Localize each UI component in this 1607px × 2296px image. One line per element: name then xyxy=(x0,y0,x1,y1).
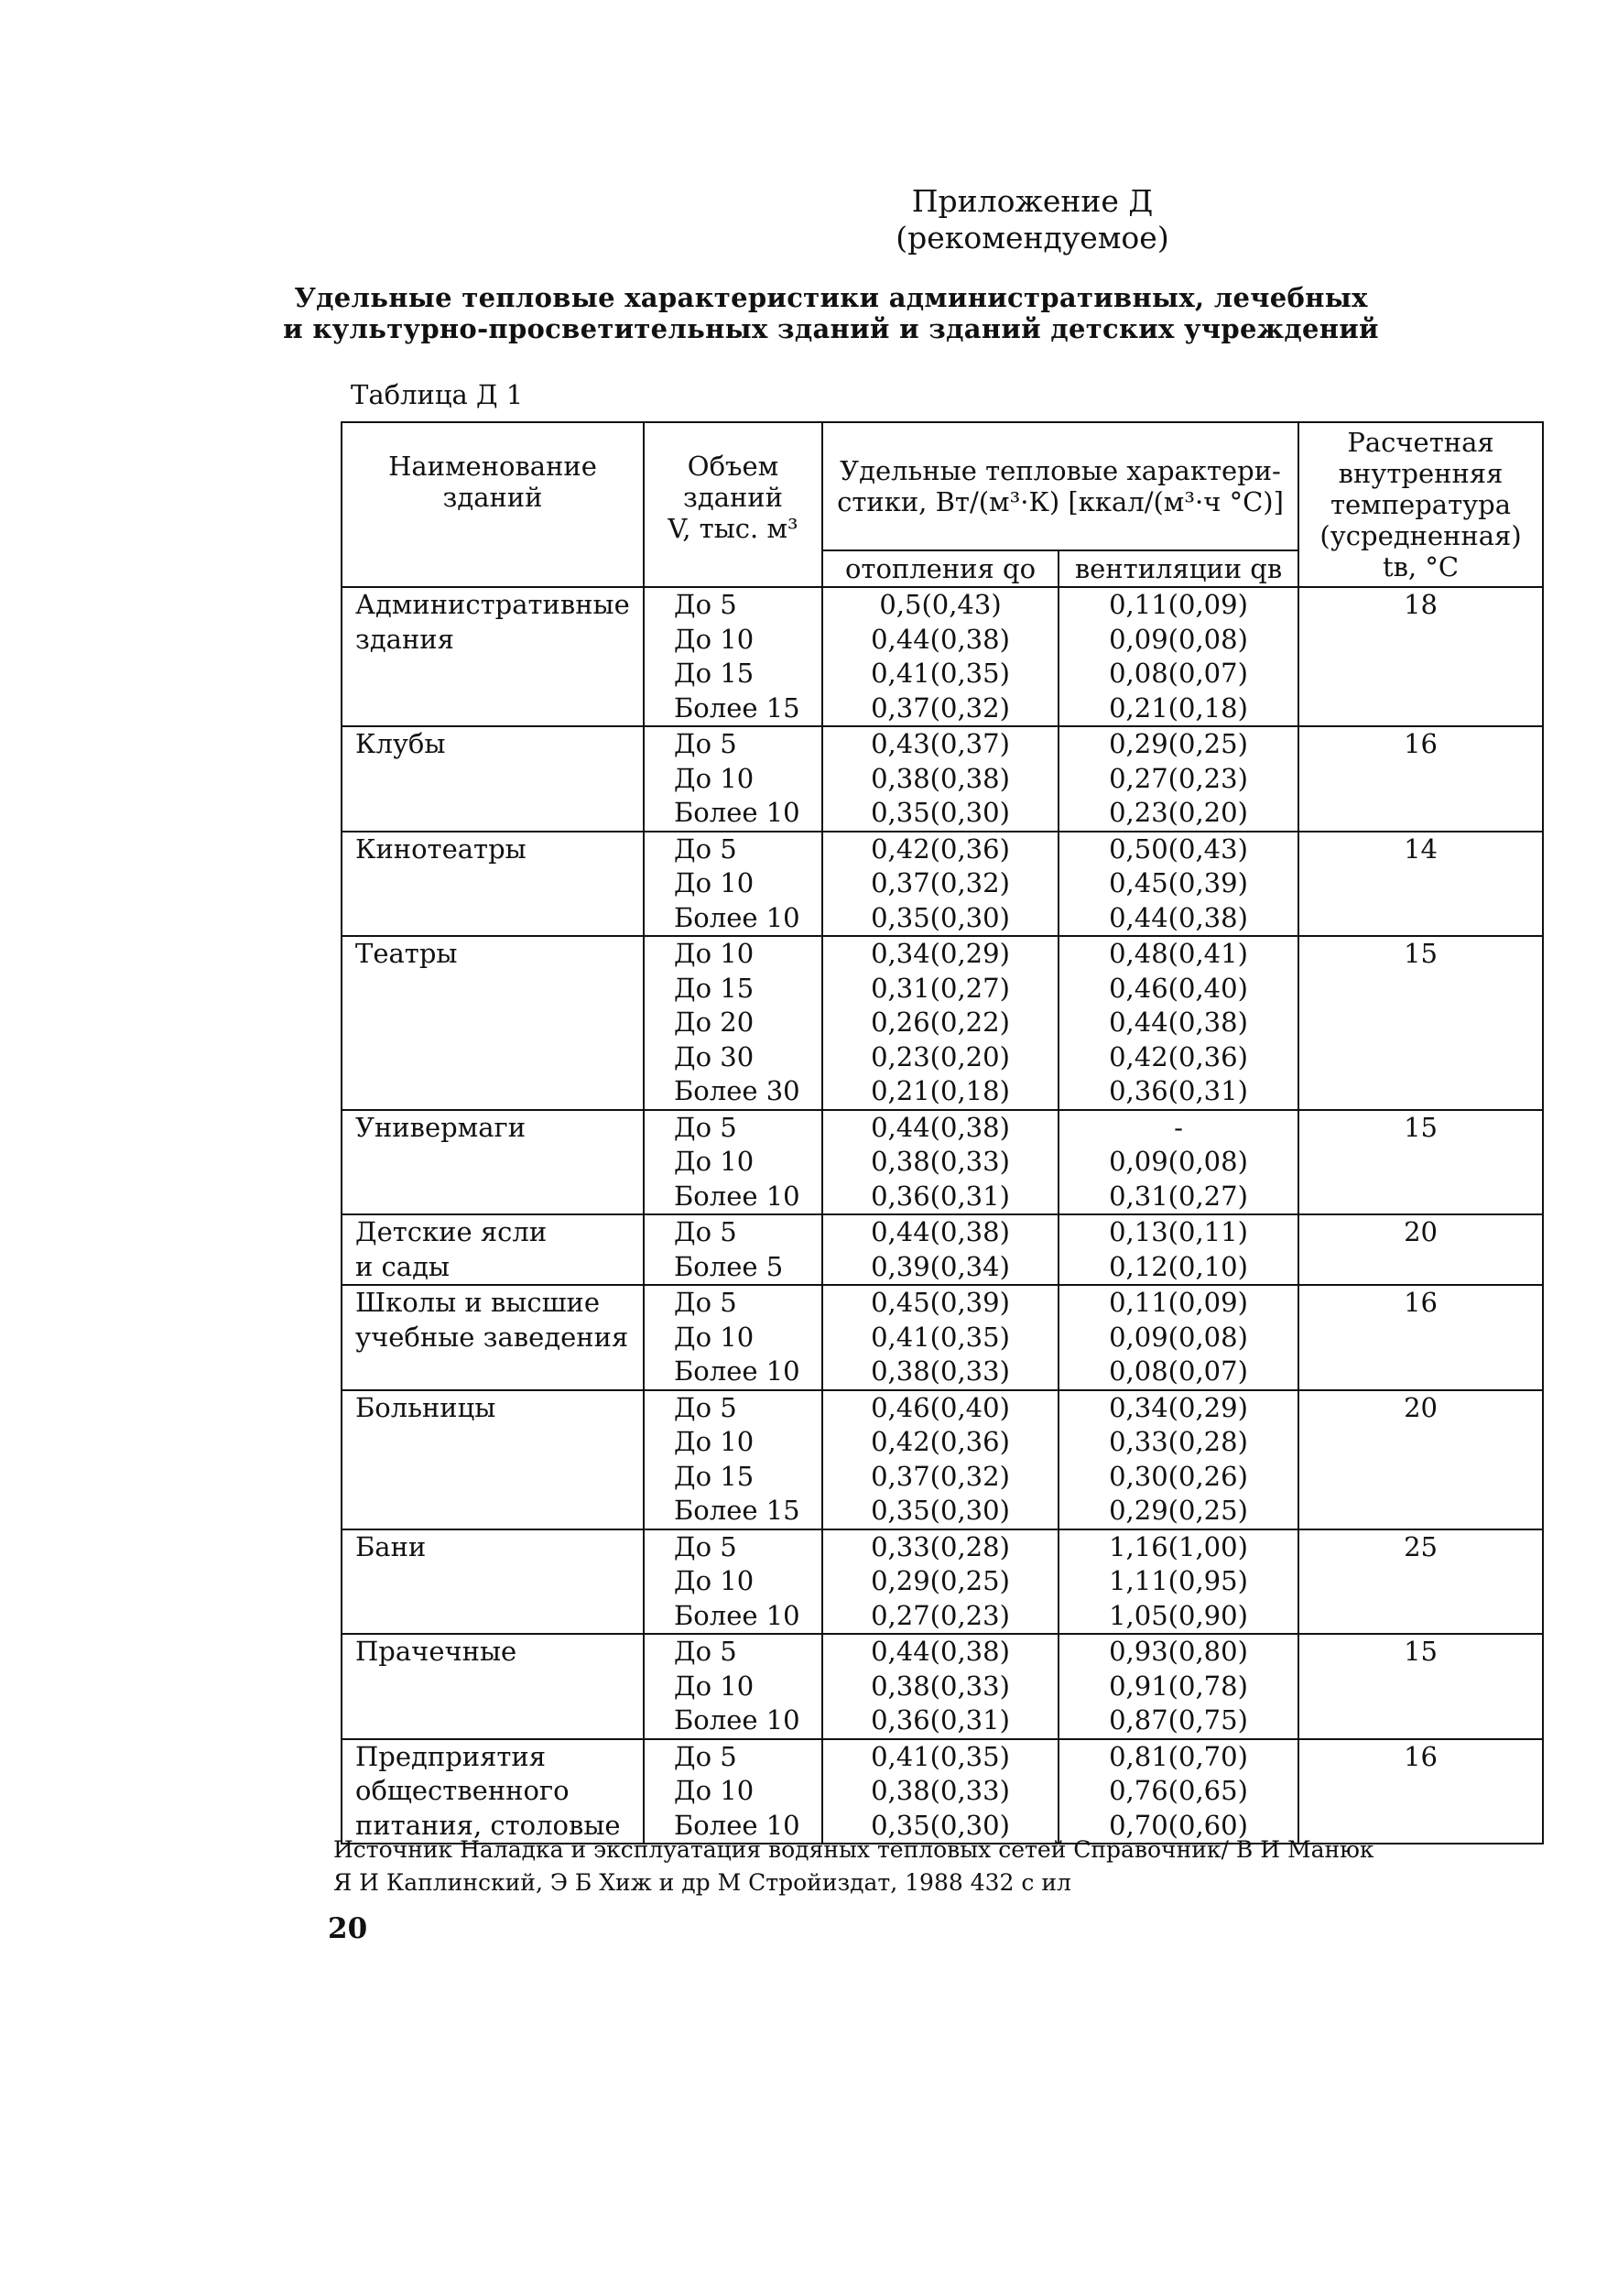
temperature-value: 15 xyxy=(1404,1636,1438,1667)
ventilation-value: 0,11(0,09) xyxy=(1109,589,1248,620)
heating-value: 0,21(0,18) xyxy=(871,1075,1010,1106)
building-name-cell xyxy=(342,1634,644,1739)
header-specific-characteristics xyxy=(822,422,1298,550)
volume-value: До 20 xyxy=(674,1007,755,1038)
heating-value: 0,38(0,33) xyxy=(871,1775,1010,1806)
volume-value: До 5 xyxy=(674,1391,737,1423)
volume-cell xyxy=(644,1110,822,1215)
header-ventilation: вентиляции qв xyxy=(1059,550,1298,587)
volume-value: До 10 xyxy=(674,762,755,794)
temperature-value: 20 xyxy=(1404,1216,1438,1247)
table-row xyxy=(342,726,1543,832)
volume-value: До 5 xyxy=(674,1287,737,1318)
heating-value: 0,27(0,23) xyxy=(871,1599,1010,1631)
header-volume xyxy=(644,422,822,587)
heating-value: 0,41(0,35) xyxy=(871,1740,1010,1772)
building-name-cell xyxy=(342,1285,644,1390)
header-volume-line-2: зданий xyxy=(683,482,783,513)
heating-value: 0,41(0,35) xyxy=(871,1321,1010,1353)
heat-characteristics-table xyxy=(341,421,1544,1844)
table-row xyxy=(342,936,1543,1110)
heating-value: 0,35(0,30) xyxy=(871,1809,1010,1841)
volume-value: До 5 xyxy=(674,1530,737,1562)
heating-value: 0,36(0,31) xyxy=(871,1180,1010,1212)
temperature-value: 25 xyxy=(1404,1530,1438,1562)
building-name-cell xyxy=(342,832,644,937)
header-temp-line-2: внутренняя xyxy=(1338,458,1504,489)
table-row xyxy=(342,1634,1543,1739)
heating-value: 0,38(0,33) xyxy=(871,1670,1010,1702)
volume-cell xyxy=(644,1390,822,1529)
volume-value: Более 15 xyxy=(674,691,800,724)
volume-value: Более 10 xyxy=(674,901,800,933)
volume-value: До 30 xyxy=(674,1040,755,1072)
table-row xyxy=(342,587,1543,726)
source-line-2: Я И Каплинский, Э Б Хиж и др М Стройиздат, 1988 432 с ил xyxy=(333,1869,1071,1896)
volume-value: До 5 xyxy=(674,728,737,759)
header-specific-line-1: Удельные тепловые характери- xyxy=(840,455,1281,486)
ventilation-cell xyxy=(1059,726,1298,832)
volume-value: Более 10 xyxy=(674,1704,800,1736)
ventilation-value: 0,11(0,09) xyxy=(1109,1287,1248,1318)
ventilation-value: 0,70(0,60) xyxy=(1109,1809,1248,1841)
temperature-cell xyxy=(1298,1285,1543,1390)
temperature-value: 15 xyxy=(1404,1111,1438,1143)
ventilation-value: 0,50(0,43) xyxy=(1109,832,1248,865)
volume-cell xyxy=(644,832,822,937)
heating-value: 0,39(0,34) xyxy=(871,1250,1010,1282)
building-name-cell xyxy=(342,1390,644,1529)
volume-cell xyxy=(644,1529,822,1635)
building-name-cell xyxy=(342,936,644,1110)
document-heading-line-1: Удельные тепловые характеристики административных, лечебных xyxy=(294,282,1368,313)
temperature-cell xyxy=(1298,1390,1543,1529)
heating-value: 0,38(0,33) xyxy=(871,1146,1010,1177)
volume-value: До 5 xyxy=(674,832,737,865)
building-name: и сады xyxy=(355,1250,451,1282)
ventilation-cell xyxy=(1059,1739,1298,1844)
volume-value: Более 10 xyxy=(674,1809,800,1841)
table-row xyxy=(342,832,1543,937)
ventilation-value: 0,08(0,07) xyxy=(1109,1355,1248,1387)
ventilation-value: 0,29(0,25) xyxy=(1109,728,1248,759)
building-name: Административные xyxy=(355,589,630,620)
volume-value: Более 30 xyxy=(674,1075,800,1106)
temperature-cell xyxy=(1298,936,1543,1110)
heating-value: 0,31(0,27) xyxy=(871,972,1010,1004)
ventilation-value: 0,27(0,23) xyxy=(1109,762,1248,794)
temperature-value: 16 xyxy=(1404,1287,1438,1318)
heating-value: 0,42(0,36) xyxy=(871,1426,1010,1457)
temperature-cell xyxy=(1298,726,1543,832)
ventilation-cell xyxy=(1059,1214,1298,1285)
ventilation-value: 0,42(0,36) xyxy=(1109,1040,1248,1072)
building-name: Детские ясли xyxy=(355,1216,548,1247)
volume-value: До 10 xyxy=(674,867,755,898)
temperature-value: 16 xyxy=(1404,728,1438,759)
temperature-value: 20 xyxy=(1404,1391,1438,1423)
volume-cell xyxy=(644,587,822,726)
ventilation-value: 0,08(0,07) xyxy=(1109,658,1248,689)
header-volume-line-1: Объем xyxy=(687,451,779,482)
ventilation-value: 0,09(0,08) xyxy=(1109,1321,1248,1353)
temperature-value: 16 xyxy=(1404,1740,1438,1772)
ventilation-cell xyxy=(1059,1285,1298,1390)
ventilation-value: 0,31(0,27) xyxy=(1109,1180,1248,1212)
building-name-cell xyxy=(342,1739,644,1844)
table-row xyxy=(342,1285,1543,1390)
volume-value: До 15 xyxy=(674,658,755,689)
header-temp-line-3: температура xyxy=(1330,489,1512,520)
header-heating: отопления qо xyxy=(822,550,1059,587)
source-note xyxy=(333,1834,1515,1899)
volume-value: До 10 xyxy=(674,938,755,969)
volume-value: До 15 xyxy=(674,972,755,1004)
heating-cell xyxy=(822,1110,1059,1215)
ventilation-value: 0,23(0,20) xyxy=(1109,797,1248,828)
building-name-cell xyxy=(342,726,644,832)
volume-value: Более 10 xyxy=(674,1599,800,1631)
ventilation-cell xyxy=(1059,1390,1298,1529)
header-specific-line-2: стики, Вт/(м³·К) [ккал/(м³·ч °С)] xyxy=(837,486,1284,517)
header-volume-line-3: V, тыс. м³ xyxy=(668,513,798,544)
building-name: Клубы xyxy=(355,728,446,759)
temperature-value: 15 xyxy=(1404,938,1438,969)
ventilation-value: 0,45(0,39) xyxy=(1109,867,1248,898)
volume-cell xyxy=(644,1739,822,1844)
building-name: общественного xyxy=(355,1775,570,1806)
ventilation-value: 0,87(0,75) xyxy=(1109,1704,1248,1736)
heating-cell xyxy=(822,726,1059,832)
ventilation-cell xyxy=(1059,1529,1298,1635)
heating-value: 0,46(0,40) xyxy=(871,1391,1010,1423)
temperature-cell xyxy=(1298,1739,1543,1844)
ventilation-value: 0,30(0,26) xyxy=(1109,1460,1248,1492)
ventilation-value: 0,44(0,38) xyxy=(1109,1007,1248,1038)
header-temp-line-4: (усредненная) xyxy=(1319,520,1522,551)
volume-value: До 10 xyxy=(674,1670,755,1702)
volume-value: Более 10 xyxy=(674,1180,800,1212)
heating-value: 0,44(0,38) xyxy=(871,623,1010,655)
temperature-value: 14 xyxy=(1404,832,1438,865)
ventilation-cell xyxy=(1059,1110,1298,1215)
ventilation-value: 0,91(0,78) xyxy=(1109,1670,1248,1702)
building-name-cell xyxy=(342,1110,644,1215)
heating-value: 0,29(0,25) xyxy=(871,1565,1010,1596)
volume-cell xyxy=(644,936,822,1110)
temperature-cell xyxy=(1298,587,1543,726)
heating-cell xyxy=(822,1285,1059,1390)
building-name: Прачечные xyxy=(355,1636,517,1667)
building-name: Предприятия xyxy=(355,1740,547,1772)
building-name: питания, столовые xyxy=(355,1809,621,1841)
ventilation-value: 0,36(0,31) xyxy=(1109,1075,1248,1106)
ventilation-cell xyxy=(1059,832,1298,937)
ventilation-value: 1,16(1,00) xyxy=(1109,1530,1248,1562)
ventilation-cell xyxy=(1059,1634,1298,1739)
volume-cell xyxy=(644,1634,822,1739)
volume-value: До 5 xyxy=(674,589,737,620)
temperature-cell xyxy=(1298,1214,1543,1285)
ventilation-value: 0,29(0,25) xyxy=(1109,1495,1248,1526)
ventilation-value: 0,44(0,38) xyxy=(1109,901,1248,933)
heating-value: 0,38(0,33) xyxy=(871,1355,1010,1387)
heating-value: 0,35(0,30) xyxy=(871,1495,1010,1526)
ventilation-value: 0,34(0,29) xyxy=(1109,1391,1248,1423)
volume-value: До 10 xyxy=(674,1565,755,1596)
building-name: здания xyxy=(355,623,454,655)
temperature-value: 18 xyxy=(1404,589,1438,620)
heating-value: 0,37(0,32) xyxy=(871,691,1010,724)
header-building-name: Наименование зданий xyxy=(342,422,644,587)
ventilation-value: 0,46(0,40) xyxy=(1109,972,1248,1004)
table-row xyxy=(342,1739,1543,1844)
temperature-cell xyxy=(1298,1529,1543,1635)
heating-value: 0,43(0,37) xyxy=(871,728,1010,759)
heating-value: 0,35(0,30) xyxy=(871,797,1010,828)
heating-cell xyxy=(822,832,1059,937)
volume-value: До 5 xyxy=(674,1216,737,1247)
heating-cell xyxy=(822,1214,1059,1285)
heating-value: 0,23(0,20) xyxy=(871,1040,1010,1072)
ventilation-cell xyxy=(1059,936,1298,1110)
volume-cell xyxy=(644,1214,822,1285)
volume-value: Более 5 xyxy=(674,1250,784,1282)
building-name: Больницы xyxy=(355,1391,496,1423)
volume-value: До 5 xyxy=(674,1636,737,1667)
ventilation-value: 1,11(0,95) xyxy=(1109,1565,1248,1596)
table-body xyxy=(342,587,1543,1844)
heating-value: 0,38(0,38) xyxy=(871,762,1010,794)
source-line-1: Источник Наладка и эксплуатация водяных тепловых сетей Справочник/ В И Манюк xyxy=(333,1836,1374,1863)
heating-cell xyxy=(822,1739,1059,1844)
ventilation-value: 0,09(0,08) xyxy=(1109,623,1248,655)
building-name: Театры xyxy=(355,938,458,969)
heating-cell xyxy=(822,1390,1059,1529)
volume-value: Более 10 xyxy=(674,1355,800,1387)
volume-value: До 10 xyxy=(674,1426,755,1457)
building-name: Бани xyxy=(355,1530,427,1562)
ventilation-value: 0,12(0,10) xyxy=(1109,1250,1248,1282)
heating-value: 0,36(0,31) xyxy=(871,1704,1010,1736)
appendix-title: Приложение Д xyxy=(911,183,1154,219)
building-name-cell xyxy=(342,1529,644,1635)
temperature-cell xyxy=(1298,832,1543,937)
volume-value: До 5 xyxy=(674,1740,737,1772)
heating-value: 0,26(0,22) xyxy=(871,1007,1010,1038)
building-name: Кинотеатры xyxy=(355,832,527,865)
volume-value: До 10 xyxy=(674,1321,755,1353)
heating-value: 0,35(0,30) xyxy=(871,901,1010,933)
ventilation-value: 1,05(0,90) xyxy=(1109,1599,1248,1631)
header-temp-line-1: Расчетная xyxy=(1347,427,1494,458)
heating-value: 0,44(0,38) xyxy=(871,1636,1010,1667)
volume-cell xyxy=(644,726,822,832)
heating-value: 0,33(0,28) xyxy=(871,1530,1010,1562)
heating-value: 0,44(0,38) xyxy=(871,1216,1010,1247)
building-name: Универмаги xyxy=(355,1111,527,1143)
heating-value: 0,45(0,39) xyxy=(871,1287,1010,1318)
table-row xyxy=(342,1110,1543,1215)
table-label: Таблица Д 1 xyxy=(351,379,524,410)
volume-value: До 10 xyxy=(674,1146,755,1177)
temperature-cell xyxy=(1298,1110,1543,1215)
heating-value: 0,37(0,32) xyxy=(871,867,1010,898)
building-name: учебные заведения xyxy=(355,1321,629,1353)
ventilation-value: 0,09(0,08) xyxy=(1109,1146,1248,1177)
table-row xyxy=(342,1529,1543,1635)
heating-cell xyxy=(822,1634,1059,1739)
volume-value: До 15 xyxy=(674,1460,755,1492)
volume-value: До 10 xyxy=(674,623,755,655)
volume-value: Более 10 xyxy=(674,797,800,828)
ventilation-value: - xyxy=(1174,1111,1183,1143)
heating-cell xyxy=(822,936,1059,1110)
volume-value: Более 15 xyxy=(674,1495,800,1526)
heating-value: 0,42(0,36) xyxy=(871,832,1010,865)
ventilation-cell xyxy=(1059,587,1298,726)
heating-value: 0,37(0,32) xyxy=(871,1460,1010,1492)
building-name-cell xyxy=(342,1214,644,1285)
volume-value: До 5 xyxy=(674,1111,737,1143)
heating-value: 0,5(0,43) xyxy=(879,589,1002,620)
page-number: 20 xyxy=(328,1912,368,1945)
ventilation-value: 0,13(0,11) xyxy=(1109,1216,1248,1247)
ventilation-value: 0,93(0,80) xyxy=(1109,1636,1248,1667)
ventilation-value: 0,81(0,70) xyxy=(1109,1740,1248,1772)
heating-cell xyxy=(822,587,1059,726)
heating-cell xyxy=(822,1529,1059,1635)
header-temp-line-5: tв, °С xyxy=(1382,551,1460,582)
document-heading-line-2: и культурно-просветительных зданий и зданий детских учреждений xyxy=(283,313,1379,344)
appendix-subtitle: (рекомендуемое) xyxy=(896,220,1169,256)
ventilation-value: 0,33(0,28) xyxy=(1109,1426,1248,1457)
volume-cell xyxy=(644,1285,822,1390)
heating-value: 0,44(0,38) xyxy=(871,1111,1010,1143)
temperature-cell xyxy=(1298,1634,1543,1739)
table-row xyxy=(342,1390,1543,1529)
heating-value: 0,41(0,35) xyxy=(871,658,1010,689)
ventilation-value: 0,21(0,18) xyxy=(1109,691,1248,724)
header-temperature xyxy=(1298,422,1543,587)
heating-value: 0,34(0,29) xyxy=(871,938,1010,969)
table-row xyxy=(342,1214,1543,1285)
volume-value: До 10 xyxy=(674,1775,755,1806)
building-name: Школы и высшие xyxy=(355,1287,601,1318)
ventilation-value: 0,76(0,65) xyxy=(1109,1775,1248,1806)
building-name-cell xyxy=(342,587,644,726)
ventilation-value: 0,48(0,41) xyxy=(1109,938,1248,969)
